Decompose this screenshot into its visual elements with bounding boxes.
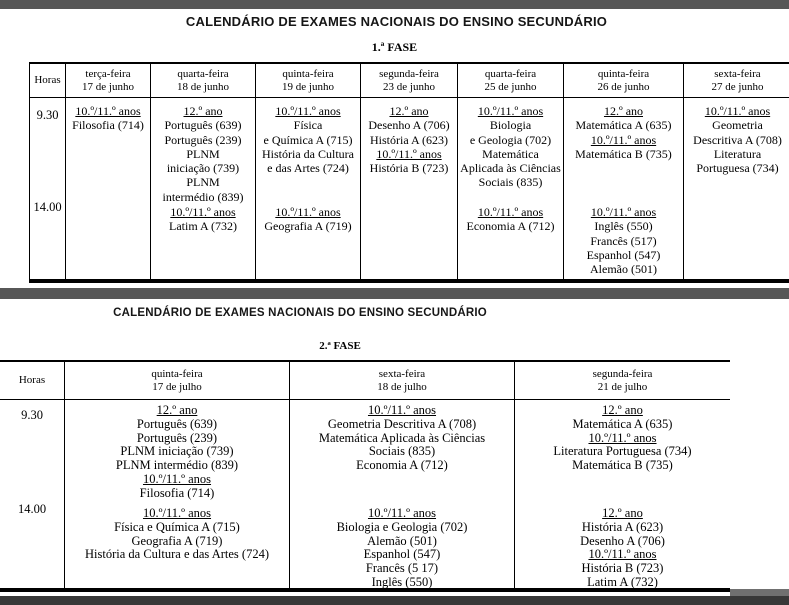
exam-entry: História da Cultura e das Artes (724) [85, 547, 269, 562]
morning-session [458, 98, 563, 190]
exam-entry: Português (239) [164, 132, 242, 147]
morning-session [684, 98, 789, 175]
afternoon-session [458, 205, 563, 234]
exam-entry: História B (723) [369, 161, 449, 176]
exam-entry: Economia A (712) [466, 219, 555, 234]
phase1-exam-table [29, 62, 789, 283]
morning-session [256, 98, 360, 175]
day-date: 23 de junho [383, 80, 435, 93]
day-exams-cell [151, 98, 256, 279]
morning-session [361, 98, 457, 175]
day-weekday: quarta-feira [177, 68, 229, 80]
hours-header-cell [0, 362, 65, 399]
day-exams-cell [256, 98, 361, 279]
exam-entry: e Química A (715) [263, 132, 353, 147]
afternoon-session [564, 205, 683, 276]
day-weekday: sexta-feira [378, 368, 426, 380]
exam-entry: História B (723) [581, 561, 664, 576]
exam-group-label: 10.º/11.º anos [142, 506, 212, 520]
exam-entry: Física [293, 118, 323, 133]
afternoon-session [256, 205, 360, 234]
day-date: 18 de julho [377, 380, 427, 393]
day-exams-cell [65, 400, 290, 588]
middle-divider-bar [0, 288, 789, 299]
exam-group-label: 12.º ano [603, 104, 644, 118]
exam-group-label: 12.º ano [389, 104, 429, 118]
table-header-row [30, 64, 789, 98]
day-date: 17 de junho [82, 80, 134, 93]
day-date: 19 de junho [282, 80, 334, 93]
hour-morning: 9.30 [36, 108, 59, 122]
hours-header-label: Horas [18, 374, 46, 387]
afternoon-session [515, 507, 730, 588]
morning-session [515, 400, 730, 473]
hours-header-cell [30, 64, 66, 97]
exam-entry: Português (639) [164, 118, 242, 133]
exam-group-label: 10.º/11.º anos [477, 205, 544, 219]
exam-entry: Sociais (835) [478, 175, 543, 190]
day-header-cell [515, 362, 730, 399]
exam-entry: Francês (5 17) [365, 561, 439, 576]
hours-header-label: Horas [34, 74, 61, 87]
exam-entry: Física e Química A (715) [114, 519, 240, 534]
exam-entry: História da Cultura [262, 146, 354, 161]
exam-entry: Economia A (712) [356, 458, 448, 473]
exam-group-label: 12.º ano [156, 403, 198, 417]
morning-session [66, 98, 150, 133]
page-title-phase1: CALENDÁRIO DE EXAMES NACIONAIS DO ENSINO SECUNDÁRIO [185, 14, 608, 29]
day-header-cell [361, 64, 458, 97]
exam-entry: Matemática [482, 146, 539, 161]
morning-session [65, 400, 289, 501]
day-header-cell [256, 64, 361, 97]
exam-entry: Matemática Aplicada às Ciências [318, 430, 486, 445]
hour-afternoon: 14.00 [33, 200, 62, 214]
exam-entry: Francês (517) [590, 233, 657, 248]
exam-group-label: 10.º/11.º anos [704, 104, 771, 118]
bottom-divider-bar [0, 596, 789, 605]
exam-entry: intermédio (839) [162, 189, 244, 204]
day-weekday: segunda-feira [592, 368, 653, 380]
exam-entry: Inglês (550) [594, 219, 653, 234]
day-weekday: quinta-feira [282, 68, 334, 80]
exam-entry: Português (639) [136, 416, 218, 431]
exam-entry: Biologia [489, 118, 532, 133]
exam-group-label: 10.º/11.º anos [367, 403, 437, 417]
day-weekday: quinta-feira [151, 368, 203, 380]
exam-group-label: 12.º ano [602, 403, 643, 417]
exam-group-label: 10.º/11.º anos [477, 104, 544, 118]
day-date: 27 de junho [711, 80, 764, 93]
exam-entry: PLNM [186, 175, 220, 190]
day-weekday: segunda-feira [379, 68, 439, 80]
morning-session [564, 98, 683, 161]
exam-entry: Matemática A (635) [572, 416, 673, 431]
day-exams-cell [458, 98, 564, 279]
exam-entry: Português (239) [136, 430, 218, 445]
day-header-cell [151, 64, 256, 97]
exam-entry: Geografia A (719) [264, 219, 352, 234]
exam-group-label: 10.º/11.º anos [376, 146, 442, 161]
exam-group-label: 10.º/11.º anos [75, 104, 141, 118]
morning-session [290, 400, 514, 473]
exam-group-label: 10.º/11.º anos [588, 430, 657, 445]
day-header-cell [290, 362, 515, 399]
hours-column [30, 98, 66, 279]
afternoon-session [151, 205, 255, 234]
exam-entry: Geografia A (719) [131, 533, 223, 548]
exam-entry: Alemão (501) [590, 262, 657, 277]
exam-group-label: 10.º/11.º anos [590, 205, 657, 219]
table-header-row [0, 362, 730, 400]
exam-entry: Latim A (732) [169, 219, 237, 234]
exam-entry: Espanhol (547) [363, 547, 441, 562]
exam-entry: História A (623) [370, 132, 448, 147]
day-weekday: quinta-feira [597, 68, 650, 80]
exam-entry: Inglês (550) [371, 574, 433, 588]
day-date: 26 de junho [597, 80, 650, 93]
afternoon-session [65, 507, 289, 562]
table-body-row [0, 400, 730, 592]
table-body-row [30, 98, 789, 283]
day-date: 18 de junho [177, 80, 229, 93]
day-weekday: quarta-feira [484, 68, 537, 80]
day-date: 17 de julho [152, 380, 202, 393]
day-header-cell [65, 362, 290, 399]
exam-group-label: 10.º/11.º anos [170, 205, 236, 219]
exam-entry: Filosofia (714) [139, 485, 215, 500]
exam-entry: Espanhol (547) [586, 247, 661, 262]
day-header-cell [458, 64, 564, 97]
exam-entry: Alemão (501) [367, 533, 437, 548]
hour-morning: 9.30 [21, 408, 43, 422]
exam-group-label: 10.º/11.º anos [590, 132, 657, 147]
day-weekday: sexta-feira [714, 68, 761, 80]
page-title-phase2: CALENDÁRIO DE EXAMES NACIONAIS DO ENSINO SECUNDÁRIO [113, 307, 487, 319]
exam-entry: Geometria Descritiva A (708) [327, 416, 477, 431]
exam-group-label: 10.º/11.º anos [588, 547, 657, 562]
day-header-cell [564, 64, 684, 97]
day-exams-cell [66, 98, 151, 279]
exam-group-label: 12.º ano [602, 506, 643, 520]
exam-entry: iniciação (739) [166, 161, 240, 176]
exam-entry: Portuguesa (734) [696, 161, 779, 176]
day-date: 21 de julho [597, 380, 648, 393]
day-header-cell [684, 64, 789, 97]
day-exams-cell [515, 400, 730, 588]
exam-entry: Descritiva A (708) [693, 132, 782, 147]
exam-group-label: 10.º/11.º anos [367, 506, 437, 520]
exam-group-label: 10.º/11.º anos [142, 471, 212, 486]
exam-entry: Latim A (732) [587, 574, 658, 588]
exam-group-label: 12.º ano [183, 104, 223, 118]
morning-session [151, 98, 255, 204]
exam-entry: PLNM [186, 146, 220, 161]
exam-entry: Matemática A (635) [575, 118, 672, 133]
day-exams-cell [564, 98, 684, 279]
day-weekday: terça-feira [85, 68, 131, 80]
day-header-cell [66, 64, 151, 97]
exam-entry: Matemática B (735) [572, 458, 673, 473]
exam-entry: Biologia e Geologia (702) [336, 519, 468, 534]
exam-entry: Sociais (835) [368, 444, 436, 459]
hours-column [0, 400, 65, 588]
exam-entry: PLNM intermédio (839) [115, 458, 239, 473]
exam-entry: História A (623) [581, 519, 664, 534]
phase2-exam-table [0, 360, 730, 592]
day-exams-cell [290, 400, 515, 588]
day-exams-cell [361, 98, 458, 279]
phase1-label: 1.ª FASE [371, 40, 418, 54]
day-date: 25 de junho [484, 80, 537, 93]
day-exams-cell [684, 98, 789, 279]
exam-entry: PLNM iniciação (739) [120, 444, 234, 459]
hour-afternoon: 14.00 [17, 502, 47, 516]
exam-entry: Literatura Portuguesa (734) [553, 444, 692, 459]
exam-entry: Literatura [713, 146, 762, 161]
exam-entry: Geometria [712, 118, 763, 133]
top-divider-bar [0, 0, 789, 9]
afternoon-session [290, 507, 514, 588]
phase2-label: 2.ª FASE [319, 340, 361, 352]
exam-entry: e Geologia (702) [469, 132, 552, 147]
exam-entry: Desenho A (706) [580, 533, 665, 548]
exam-entry: Matemática B (735) [575, 146, 672, 161]
exam-entry: e das Artes (724) [267, 161, 349, 176]
exam-group-label: 10.º/11.º anos [275, 205, 341, 219]
exam-entry: Filosofia (714) [72, 118, 144, 133]
exam-group-label: 10.º/11.º anos [275, 104, 341, 118]
exam-entry: Desenho A (706) [368, 118, 450, 133]
exam-entry: Aplicada às Ciências [460, 161, 561, 176]
